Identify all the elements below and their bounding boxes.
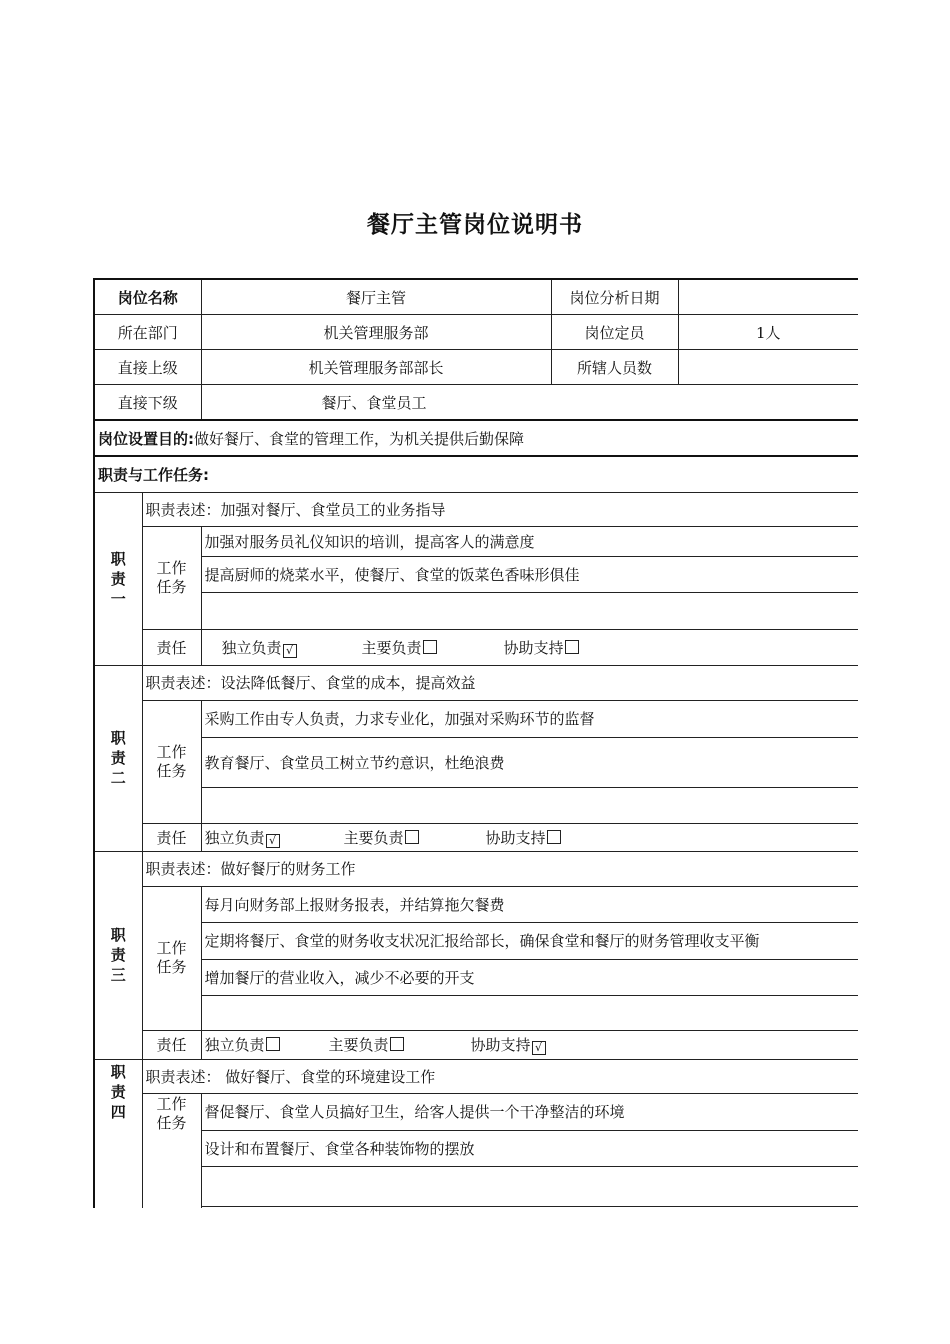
duty-2-responsibility-options: 独立负责 √ 主要负责 协助支持 bbox=[201, 823, 858, 851]
header-row-superior bbox=[94, 350, 858, 385]
duty-4-label: 职 责 四 bbox=[94, 1059, 142, 1208]
duty-3-task-2: 定期将餐厅、食堂的财务收支状况汇报给部长，确保食堂和餐厅的财务管理收支平衡 bbox=[201, 922, 858, 959]
direct-superior-label: 直接上级 bbox=[94, 350, 201, 385]
duty-1-statement: 职责表述：加强对餐厅、食堂员工的业务指导 bbox=[142, 492, 858, 526]
duty-3-work-task-label: 工作 任务 bbox=[142, 886, 201, 1030]
duty-1-task-3 bbox=[201, 592, 858, 629]
subordinate-count-label: 所辖人员数 bbox=[551, 350, 678, 385]
duty-3-task-3: 增加餐厅的营业收入，减少不必要的开支 bbox=[201, 959, 858, 995]
duty-3-task-4 bbox=[201, 995, 858, 1030]
duty-4-task-row bbox=[94, 1166, 858, 1206]
duty-4-task-row bbox=[94, 1130, 858, 1166]
job-description-table bbox=[93, 278, 858, 1208]
department-value: 机关管理服务部 bbox=[201, 315, 551, 350]
header-row-department bbox=[94, 315, 858, 350]
analysis-date-label: 岗位分析日期 bbox=[551, 279, 678, 315]
duty-2-task-1: 采购工作由专人负责，力求专业化，加强对采购环节的监督 bbox=[201, 700, 858, 737]
direct-subordinates-value: 餐厅、食堂员工 bbox=[201, 385, 858, 421]
duty-3-statement: 职责表述：做好餐厅的财务工作 bbox=[142, 851, 858, 886]
assist-checkbox[interactable] bbox=[547, 830, 561, 844]
duties-heading-row bbox=[94, 456, 858, 492]
analysis-date-value bbox=[678, 279, 858, 315]
assist-checkbox[interactable]: √ bbox=[532, 1041, 546, 1055]
duty-1-task-row bbox=[94, 592, 858, 629]
direct-superior-value: 机关管理服务部部长 bbox=[201, 350, 551, 385]
duty-1-task-1: 加强对服务员礼仪知识的培训，提高客人的满意度 bbox=[201, 526, 858, 556]
duty-4-task-1: 督促餐厅、食堂人员搞好卫生，给客人提供一个干净整洁的环境 bbox=[201, 1093, 858, 1130]
independent-checkbox[interactable]: √ bbox=[283, 644, 297, 658]
duty-1-label: 职 责 一 bbox=[94, 492, 142, 665]
duty-4-task-2: 设计和布置餐厅、食堂各种装饰物的摆放 bbox=[201, 1130, 858, 1166]
duty-2-work-task-label: 工作 任务 bbox=[142, 700, 201, 823]
duty-4-statement-row bbox=[94, 1059, 858, 1093]
department-label: 所在部门 bbox=[94, 315, 201, 350]
duty-4-task-3 bbox=[201, 1166, 858, 1206]
purpose-text: 做好餐厅、食堂的管理工作，为机关提供后勤保障 bbox=[194, 429, 525, 448]
duty-2-task-row bbox=[94, 737, 858, 787]
duty-4-statement: 职责表述： 做好餐厅、食堂的环境建设工作 bbox=[142, 1059, 858, 1093]
purpose-label: 岗位设置目的: bbox=[98, 429, 194, 448]
independent-checkbox[interactable] bbox=[266, 1037, 280, 1051]
page-title: 餐厅主管岗位说明书 bbox=[367, 212, 583, 238]
duty-3-label: 职 责 三 bbox=[94, 851, 142, 1059]
duty-3-responsibility-options: 独立负责 主要负责 协助支持 √ bbox=[201, 1030, 858, 1059]
duty-3-responsibility-row bbox=[94, 1030, 858, 1059]
duty-1-statement-row bbox=[94, 492, 858, 526]
main-checkbox[interactable] bbox=[423, 640, 437, 654]
purpose-row bbox=[94, 420, 858, 456]
headcount-label: 岗位定员 bbox=[551, 315, 678, 350]
duty-2-task-row bbox=[94, 787, 858, 823]
duty-4-overflow-row bbox=[94, 1206, 858, 1208]
duty-2-responsibility-label: 责任 bbox=[142, 823, 201, 851]
duty-1-task-2: 提高厨师的烧菜水平，使餐厅、食堂的饭菜色香味形俱佳 bbox=[201, 556, 858, 592]
duty-1-responsibility-label: 责任 bbox=[142, 629, 201, 665]
headcount-value: 1人 bbox=[678, 315, 858, 350]
duty-1-task-row bbox=[94, 526, 858, 556]
duty-3-task-1: 每月向财务部上报财务报表，并结算拖欠餐费 bbox=[201, 886, 858, 922]
duty-2-statement: 职责表述：设法降低餐厅、食堂的成本，提高效益 bbox=[142, 665, 858, 700]
position-name-label: 岗位名称 bbox=[94, 279, 201, 315]
duty-1-responsibility-options: 独立负责 √ 主要负责 协助支持 bbox=[201, 629, 858, 665]
duty-4-work-task-label: 工作 任务 bbox=[142, 1093, 201, 1208]
header-row-subordinates bbox=[94, 385, 858, 421]
position-name-value: 餐厅主管 bbox=[201, 279, 551, 315]
independent-checkbox[interactable]: √ bbox=[266, 834, 280, 848]
duty-4-task-row bbox=[94, 1093, 858, 1130]
duty-3-task-row bbox=[94, 886, 858, 922]
duty-2-responsibility-row bbox=[94, 823, 858, 851]
duties-heading: 职责与工作任务: bbox=[94, 456, 858, 492]
duty-1-responsibility-row bbox=[94, 629, 858, 665]
assist-checkbox[interactable] bbox=[565, 640, 579, 654]
duty-2-statement-row bbox=[94, 665, 858, 700]
duty-3-task-row bbox=[94, 995, 858, 1030]
duty-3-responsibility-label: 责任 bbox=[142, 1030, 201, 1059]
duty-2-task-2: 教育餐厅、食堂员工树立节约意识，杜绝浪费 bbox=[201, 737, 858, 787]
duty-1-work-task-label: 工作 任务 bbox=[142, 526, 201, 629]
duty-3-task-row bbox=[94, 959, 858, 995]
main-checkbox[interactable] bbox=[405, 830, 419, 844]
duty-3-statement-row bbox=[94, 851, 858, 886]
duty-3-task-row bbox=[94, 922, 858, 959]
duty-2-label: 职 责 二 bbox=[94, 665, 142, 851]
duty-2-task-row bbox=[94, 700, 858, 737]
main-checkbox[interactable] bbox=[390, 1037, 404, 1051]
duty-1-task-row bbox=[94, 556, 858, 592]
subordinate-count-value bbox=[678, 350, 858, 385]
duty-2-task-3 bbox=[201, 787, 858, 823]
header-row-position-name bbox=[94, 279, 858, 315]
direct-subordinates-label: 直接下级 bbox=[94, 385, 201, 421]
job-description-form bbox=[93, 278, 858, 1208]
